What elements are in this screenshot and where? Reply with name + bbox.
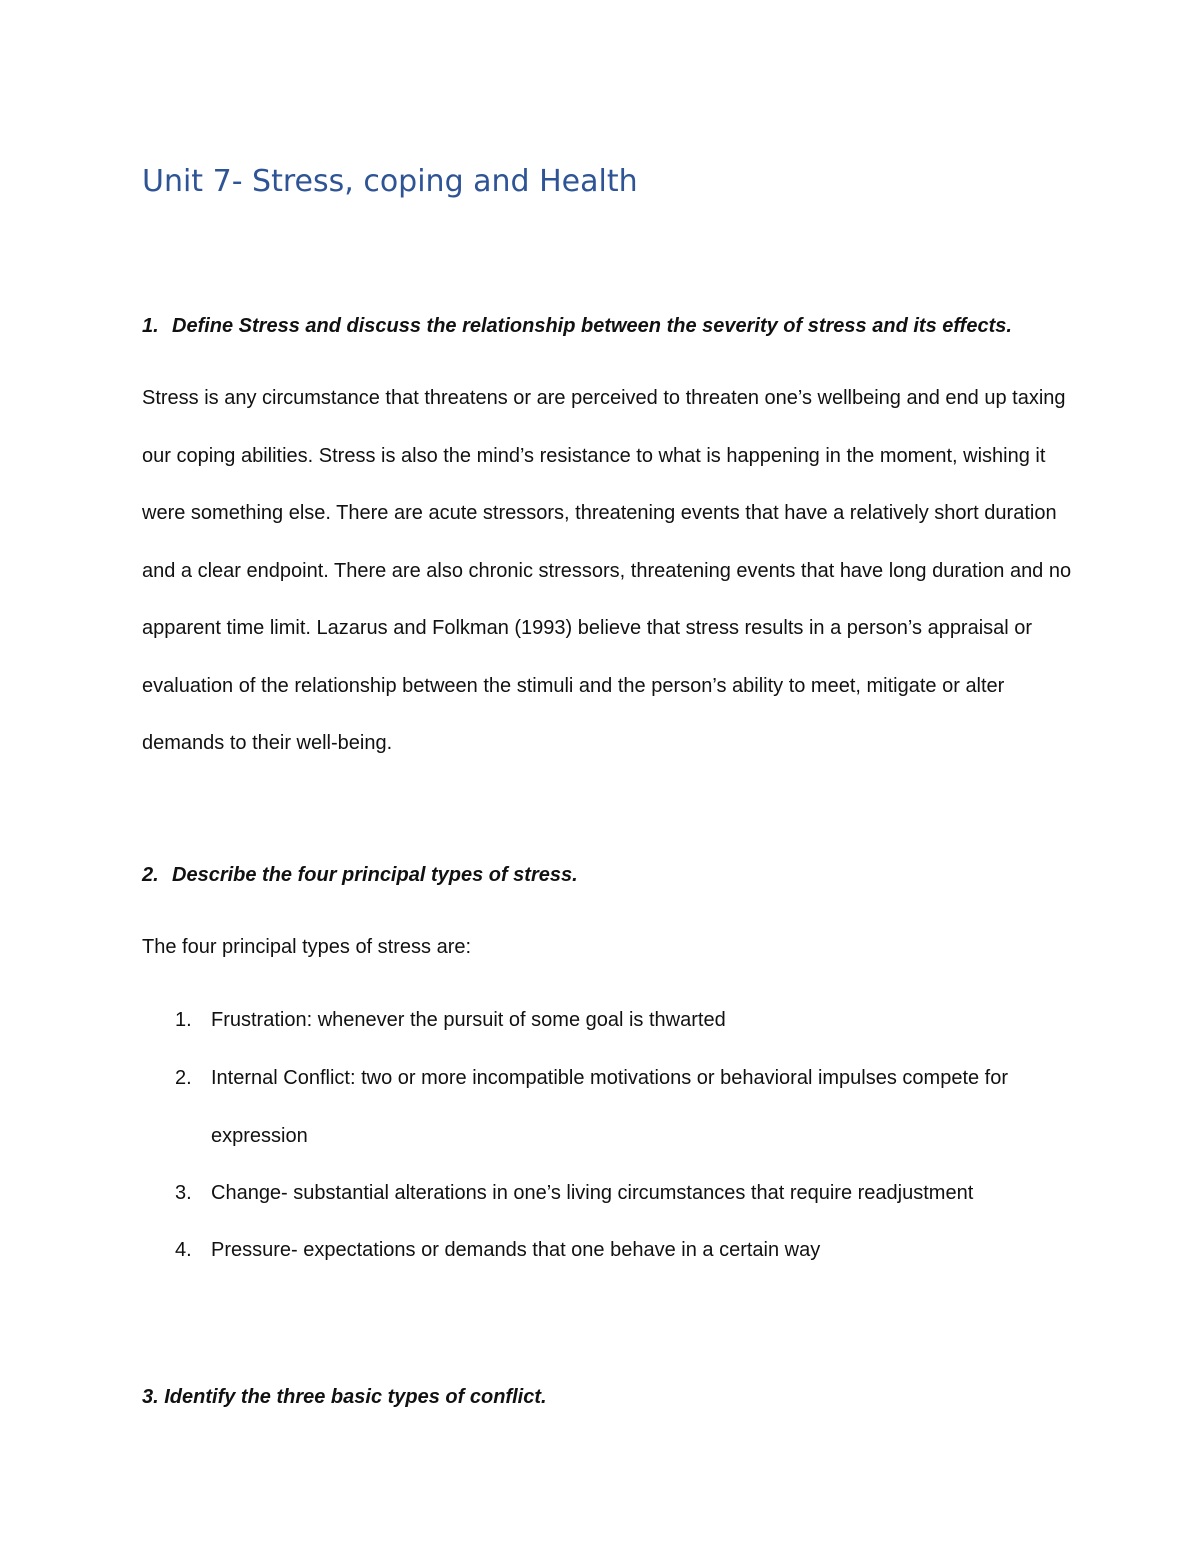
list-item-text: Internal Conflict: two or more incompatible motivations or behavioral impulses compete for expression bbox=[211, 1067, 1009, 1147]
question-1-number: 1. bbox=[142, 315, 159, 337]
document-title: Unit 7- Stress, coping and Health bbox=[142, 164, 638, 199]
list-item-number: 4. bbox=[175, 1239, 192, 1261]
question-1 bbox=[142, 312, 1012, 340]
answer-1-paragraph: Stress is any circumstance that threatens or are perceived to threaten one’s wellbeing and end up taxing our coping abilities. Stress is also the mind’s resistance to what is happening in the moment, wishing it were something else. There are acute stressors, threatening events that have a relatively short duration and a clear endpoint. There are also chronic stressors, threatening events that have long duration and no apparent time limit. Lazarus and Folkman (1993) believe that stress results in a person’s appraisal or evaluation of the relationship between the stimuli and the person’s ability to meet, mitigate or alter demands to their well-being. bbox=[142, 387, 1072, 754]
question-2 bbox=[142, 861, 578, 889]
list-item-number: 1. bbox=[175, 1009, 192, 1031]
question-1-text: Define Stress and discuss the relationship between the severity of stress and its effects. bbox=[172, 315, 1012, 337]
question-2-number: 2. bbox=[142, 864, 159, 886]
list-item-text: Frustration: whenever the pursuit of some goal is thwarted bbox=[211, 1009, 726, 1031]
answer-2-intro: The four principal types of stress are: bbox=[142, 936, 472, 958]
list-item-number: 2. bbox=[175, 1067, 192, 1089]
question-2-text: Describe the four principal types of stress. bbox=[172, 864, 578, 886]
list-item-text: Pressure- expectations or demands that one behave in a certain way bbox=[211, 1239, 821, 1261]
list-item-text: Change- substantial alterations in one’s living circumstances that require readjustment bbox=[211, 1182, 974, 1204]
list-item-number: 3. bbox=[175, 1182, 192, 1204]
question-3: 3. Identify the three basic types of conflict. bbox=[142, 1386, 547, 1408]
